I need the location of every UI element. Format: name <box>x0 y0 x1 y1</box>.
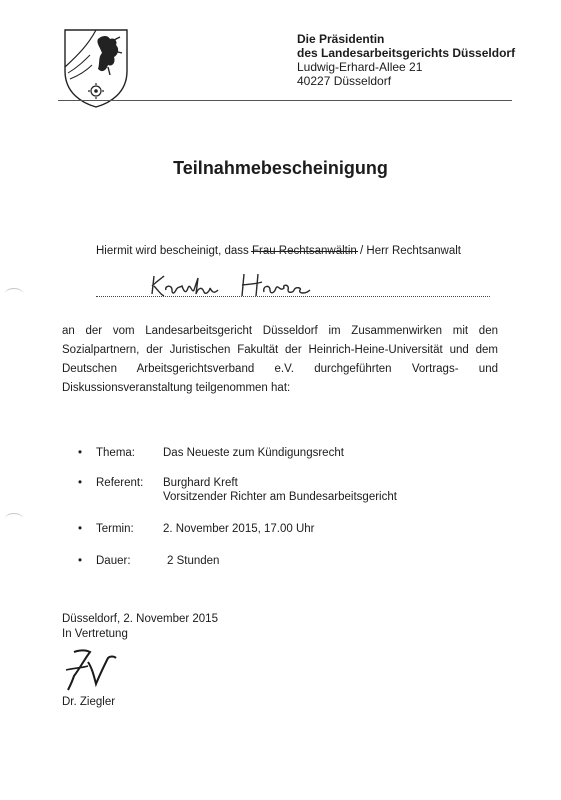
place-date: Düsseldorf, 2. November 2015 <box>62 613 218 625</box>
signer-name: Dr. Ziegler <box>62 696 116 708</box>
detail-label: Termin: <box>96 523 134 535</box>
detail-label: Dauer: <box>96 555 131 567</box>
detail-value: 2 Stunden <box>167 555 220 567</box>
speaker-name: Burghard Kreft <box>163 477 238 489</box>
certification-rest: / Herr Rechtsanwalt <box>360 245 461 257</box>
struck-option: Frau Rechtsanwältin <box>251 245 357 257</box>
signature <box>64 646 120 692</box>
sender-address <box>297 32 515 88</box>
bullet: • <box>78 447 83 459</box>
bullet: • <box>78 523 83 535</box>
sender-city: 40227 Düsseldorf <box>297 74 392 88</box>
certification-prefix: Hiermit wird bescheinigt, dass <box>96 245 249 257</box>
detail-label: Referent: <box>96 477 144 489</box>
header-rule <box>58 100 512 101</box>
document-title: Teilnahmebescheinigung <box>173 158 388 178</box>
certification-line <box>96 245 461 257</box>
speaker-title: Vorsitzender Richter am Bundesarbeitsgericht <box>163 491 397 503</box>
sender-line-2: des Landesarbeitsgerichts Düsseldorf <box>297 46 516 60</box>
detail-value: Das Neueste zum Kündigungsrecht <box>163 447 344 459</box>
detail-value <box>163 476 397 504</box>
closing-block <box>62 612 218 642</box>
bullet: • <box>78 477 83 489</box>
detail-label: Thema: <box>96 447 135 459</box>
punch-hole-mark <box>5 513 23 524</box>
nrw-coat-of-arms-icon <box>62 27 130 109</box>
capacity: In Vertretung <box>62 628 128 640</box>
punch-hole-mark <box>5 288 23 299</box>
detail-value: 2. November 2015, 17.00 Uhr <box>163 523 315 535</box>
sender-street: Ludwig-Erhard-Allee 21 <box>297 60 423 74</box>
bullet: • <box>78 555 83 567</box>
name-dotted-line <box>96 296 490 297</box>
body-paragraph: an der vom Landesarbeitsgericht Düsseldorf im Zusammenwirken mit den Sozialpartnern, der Juristischen Fakultät der Heinrich-Heine-Universität und dem Deutschen Arbeitsgerichtsverband e.V. durchgeführten Vortrags- und Diskussionsveranstaltung teilgenommen hat: <box>62 325 498 394</box>
sender-line-1: Die Präsidentin <box>297 32 385 46</box>
